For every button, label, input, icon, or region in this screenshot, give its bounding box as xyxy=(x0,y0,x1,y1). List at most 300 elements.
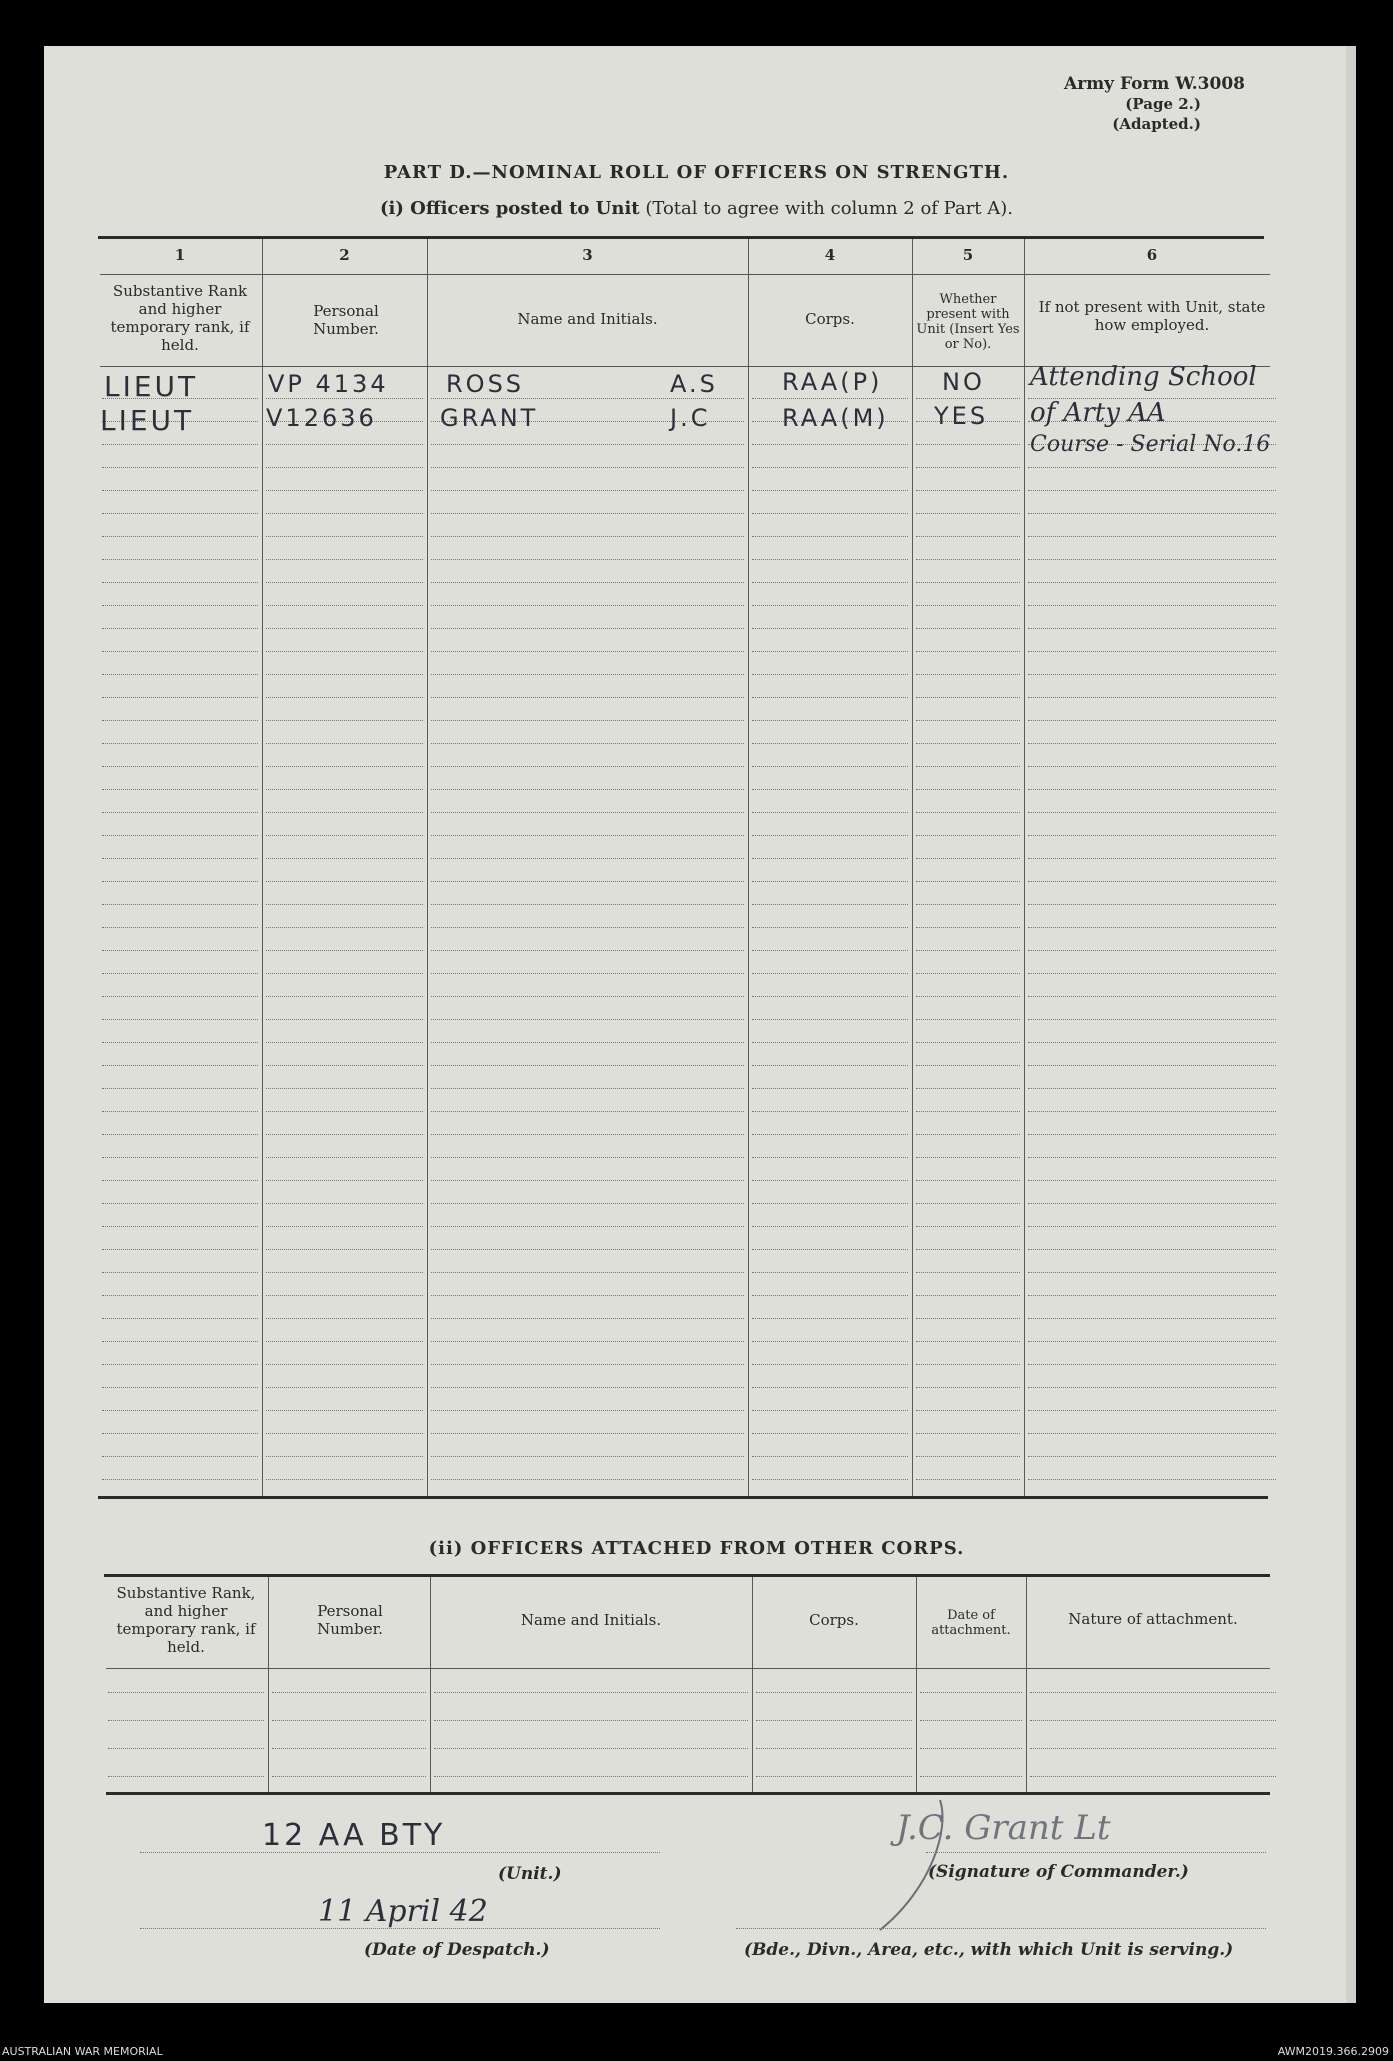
ruled-line xyxy=(916,1134,1020,1135)
ruled-line xyxy=(434,1692,748,1693)
row1-present: NO xyxy=(942,368,985,396)
bde-caption: (Bde., Divn., Area, etc., with which Unit is serving.) xyxy=(744,1940,1234,1960)
ruled-line xyxy=(431,1456,744,1457)
ruled-line xyxy=(431,1318,744,1319)
ruled-line xyxy=(752,674,908,675)
unit-caption: (Unit.) xyxy=(498,1864,562,1884)
ruled-line xyxy=(102,927,258,928)
ruled-line xyxy=(916,1433,1020,1434)
ruled-line xyxy=(102,789,258,790)
t2-col-divider xyxy=(268,1577,269,1792)
ruled-line xyxy=(266,1042,423,1043)
ruled-line xyxy=(272,1748,426,1749)
ruled-line xyxy=(916,697,1020,698)
ruled-line xyxy=(1028,835,1276,836)
col-head-employed: If not present with Unit, state how employed. xyxy=(1038,298,1266,334)
table1-bottom-rule xyxy=(98,1496,1268,1499)
row2-employed: of Arty AA xyxy=(1030,398,1166,428)
ruled-line xyxy=(266,1295,423,1296)
ruled-line xyxy=(266,1272,423,1273)
ruled-line xyxy=(752,1479,908,1480)
ruled-line xyxy=(266,1387,423,1388)
ruled-line xyxy=(102,812,258,813)
ruled-line xyxy=(1028,697,1276,698)
unit-value: 12 AA BTY xyxy=(262,1818,446,1853)
ruled-line xyxy=(1030,1720,1276,1721)
ruled-line xyxy=(916,973,1020,974)
ruled-line xyxy=(266,582,423,583)
ruled-line xyxy=(102,490,258,491)
table2-top-rule xyxy=(104,1574,1270,1577)
ruled-line xyxy=(102,1456,258,1457)
ruled-line xyxy=(102,605,258,606)
ruled-line xyxy=(272,1720,426,1721)
ruled-line xyxy=(431,582,744,583)
ruled-line xyxy=(431,1157,744,1158)
ruled-line xyxy=(431,605,744,606)
row1-initials: A.S xyxy=(670,370,718,398)
ruled-line xyxy=(431,1019,744,1020)
ruled-line xyxy=(1028,1111,1276,1112)
ruled-line xyxy=(1030,1692,1276,1693)
ruled-line xyxy=(752,1410,908,1411)
ruled-line xyxy=(1028,467,1276,468)
ruled-line xyxy=(431,996,744,997)
ruled-line xyxy=(102,444,258,445)
ruled-line xyxy=(916,1341,1020,1342)
t1-col-divider xyxy=(748,239,749,1496)
ruled-line xyxy=(752,1111,908,1112)
ruled-line xyxy=(752,1433,908,1434)
ruled-line xyxy=(916,444,1020,445)
ruled-line xyxy=(102,1479,258,1480)
ruled-line xyxy=(756,1720,912,1721)
ruled-line xyxy=(266,1088,423,1089)
ruled-line xyxy=(1028,1249,1276,1250)
ruled-line xyxy=(916,467,1020,468)
ruled-line xyxy=(102,1249,258,1250)
ruled-line xyxy=(102,1410,258,1411)
ruled-line xyxy=(756,1776,912,1777)
ruled-line xyxy=(431,697,744,698)
row2-name: GRANT xyxy=(440,404,539,432)
page-edge xyxy=(1346,46,1356,2003)
ruled-line xyxy=(916,881,1020,882)
ruled-line xyxy=(431,950,744,951)
ruled-line xyxy=(920,1748,1022,1749)
ruled-line xyxy=(431,1249,744,1250)
ruled-line xyxy=(431,766,744,767)
ruled-line xyxy=(916,1180,1020,1181)
ruled-line xyxy=(266,1479,423,1480)
ruled-line xyxy=(266,1157,423,1158)
ruled-line xyxy=(272,1692,426,1693)
ruled-line xyxy=(916,1364,1020,1365)
ruled-line xyxy=(1028,1019,1276,1020)
ruled-line xyxy=(916,1456,1020,1457)
ruled-line xyxy=(1028,1295,1276,1296)
ruled-line xyxy=(431,835,744,836)
row3-employed: Course - Serial No.16 xyxy=(1030,432,1271,457)
ruled-line xyxy=(266,398,423,399)
part-d-title: PART D.—NOMINAL ROLL OF OFFICERS ON STRENGTH. xyxy=(383,162,1010,183)
ruled-line xyxy=(752,1134,908,1135)
ruled-line xyxy=(102,1295,258,1296)
ruled-line xyxy=(266,1433,423,1434)
t1-col-divider xyxy=(1024,239,1025,1496)
ruled-line xyxy=(431,1341,744,1342)
ruled-line xyxy=(266,1180,423,1181)
ruled-line xyxy=(266,1364,423,1365)
ruled-line xyxy=(752,996,908,997)
ruled-line xyxy=(752,950,908,951)
ruled-line xyxy=(266,1226,423,1227)
ruled-line xyxy=(916,766,1020,767)
ruled-line xyxy=(266,467,423,468)
ruled-line xyxy=(752,743,908,744)
row2-number: V12636 xyxy=(266,404,377,432)
t1-col-divider xyxy=(427,239,428,1496)
row2-rank: LIEUT xyxy=(100,404,195,437)
row2-initials: J.C xyxy=(670,404,711,432)
ruled-line xyxy=(916,812,1020,813)
ruled-line xyxy=(266,858,423,859)
ruled-line xyxy=(752,1042,908,1043)
date-caption: (Date of Despatch.) xyxy=(364,1940,550,1960)
ruled-line xyxy=(752,467,908,468)
part-ii-title: (ii) OFFICERS ATTACHED FROM OTHER CORPS. xyxy=(428,1538,965,1559)
ruled-line xyxy=(752,858,908,859)
ruled-line xyxy=(752,651,908,652)
ruled-line xyxy=(1028,950,1276,951)
ruled-line xyxy=(752,697,908,698)
t2-col-head-rank: Substantive Rank, and higher temporary rank, if held. xyxy=(116,1584,256,1656)
ruled-line xyxy=(1028,789,1276,790)
ruled-line xyxy=(752,1387,908,1388)
ruled-line xyxy=(266,766,423,767)
ruled-line xyxy=(266,1065,423,1066)
t2-col-divider xyxy=(752,1577,753,1792)
row1-employed: Attending School xyxy=(1030,362,1257,392)
ruled-line xyxy=(102,1111,258,1112)
ruled-line xyxy=(102,1019,258,1020)
ruled-line xyxy=(431,973,744,974)
ruled-line xyxy=(1028,1088,1276,1089)
ruled-line xyxy=(1028,1410,1276,1411)
t2-col-head-nature: Nature of attachment. xyxy=(1068,1610,1238,1628)
ruled-line xyxy=(1028,1318,1276,1319)
ruled-line xyxy=(916,1226,1020,1227)
ruled-line xyxy=(108,1748,264,1749)
ruled-line xyxy=(1028,1433,1276,1434)
ruled-line xyxy=(916,927,1020,928)
ruled-line xyxy=(102,697,258,698)
ruled-line xyxy=(752,1088,908,1089)
ruled-line xyxy=(431,444,744,445)
ruled-line xyxy=(266,743,423,744)
ruled-line xyxy=(1028,1479,1276,1480)
ruled-line xyxy=(756,1748,912,1749)
ruled-line xyxy=(431,1295,744,1296)
ruled-line xyxy=(434,1720,748,1721)
ruled-line xyxy=(916,950,1020,951)
ruled-line xyxy=(266,536,423,537)
ruled-line xyxy=(266,904,423,905)
ruled-line xyxy=(1028,1203,1276,1204)
row1-corps: RAA(P) xyxy=(782,368,883,396)
ruled-line xyxy=(1028,1387,1276,1388)
ruled-line xyxy=(102,1364,258,1365)
ruled-line xyxy=(266,1203,423,1204)
ruled-line xyxy=(102,1272,258,1273)
ruled-line xyxy=(266,605,423,606)
ruled-line xyxy=(1028,812,1276,813)
ruled-line xyxy=(266,674,423,675)
ruled-line xyxy=(916,1295,1020,1296)
ruled-line xyxy=(916,1111,1020,1112)
ruled-line xyxy=(1028,1272,1276,1273)
ruled-line xyxy=(752,559,908,560)
ruled-line xyxy=(102,835,258,836)
ruled-line xyxy=(1028,973,1276,974)
ruled-line xyxy=(916,398,1020,399)
ruled-line xyxy=(266,835,423,836)
ruled-line xyxy=(752,881,908,882)
ruled-line xyxy=(108,1692,264,1693)
ruled-line xyxy=(1028,674,1276,675)
ruled-line xyxy=(431,1180,744,1181)
table1-top-rule xyxy=(98,236,1264,239)
ruled-line xyxy=(266,950,423,951)
ruled-line xyxy=(431,1042,744,1043)
ruled-line xyxy=(1028,881,1276,882)
ruled-line xyxy=(916,1042,1020,1043)
ruled-line xyxy=(102,881,258,882)
ruled-line xyxy=(431,1387,744,1388)
ruled-line xyxy=(431,1134,744,1135)
ruled-line xyxy=(752,1456,908,1457)
ruled-line xyxy=(266,1341,423,1342)
t2-col-divider xyxy=(430,1577,431,1792)
ruled-line xyxy=(434,1748,748,1749)
ruled-line xyxy=(916,1318,1020,1319)
ruled-line xyxy=(920,1776,1022,1777)
ruled-line xyxy=(266,490,423,491)
ruled-line xyxy=(752,1318,908,1319)
ruled-line xyxy=(102,720,258,721)
ruled-line xyxy=(916,720,1020,721)
ruled-line xyxy=(916,789,1020,790)
ruled-line xyxy=(431,1088,744,1089)
ruled-line xyxy=(752,536,908,537)
ruled-line xyxy=(752,1364,908,1365)
date-line xyxy=(140,1928,660,1929)
ruled-line xyxy=(102,582,258,583)
ruled-line xyxy=(102,1226,258,1227)
ruled-line xyxy=(1028,1157,1276,1158)
ruled-line xyxy=(752,904,908,905)
t2-col-head-name: Name and Initials. xyxy=(520,1611,662,1629)
ruled-line xyxy=(272,1776,426,1777)
ruled-line xyxy=(752,1295,908,1296)
ruled-line xyxy=(102,513,258,514)
ruled-line xyxy=(431,1111,744,1112)
ruled-line xyxy=(434,1776,748,1777)
ruled-line xyxy=(102,674,258,675)
ruled-line xyxy=(1028,996,1276,997)
ruled-line xyxy=(431,1272,744,1273)
ruled-line xyxy=(102,1318,258,1319)
ruled-line xyxy=(431,858,744,859)
ruled-line xyxy=(266,444,423,445)
ruled-line xyxy=(1028,582,1276,583)
ruled-line xyxy=(916,1479,1020,1480)
ruled-line xyxy=(108,1720,264,1721)
ruled-line xyxy=(1028,927,1276,928)
ruled-line xyxy=(431,1203,744,1204)
ruled-line xyxy=(102,950,258,951)
ruled-line xyxy=(431,559,744,560)
ruled-line xyxy=(920,1720,1022,1721)
ruled-line xyxy=(266,927,423,928)
ruled-line xyxy=(1028,743,1276,744)
ruled-line xyxy=(916,1157,1020,1158)
col-num-6: 6 xyxy=(1146,246,1158,264)
ruled-line xyxy=(102,1387,258,1388)
ruled-line xyxy=(752,812,908,813)
ruled-line xyxy=(431,490,744,491)
t2-col-head-number: Personal Number. xyxy=(317,1602,383,1638)
ruled-line xyxy=(916,858,1020,859)
col-num-5: 5 xyxy=(962,246,974,264)
ruled-line xyxy=(1028,605,1276,606)
ruled-line xyxy=(102,904,258,905)
ruled-line xyxy=(1028,1180,1276,1181)
signature-line xyxy=(926,1852,1266,1853)
ruled-line xyxy=(102,628,258,629)
ruled-line xyxy=(431,674,744,675)
ruled-line xyxy=(1028,720,1276,721)
ruled-line xyxy=(431,1065,744,1066)
ruled-line xyxy=(102,1180,258,1181)
ruled-line xyxy=(752,398,908,399)
t2-col-head-date: Date of attachment. xyxy=(931,1608,1011,1638)
ruled-line xyxy=(266,881,423,882)
part-d-subtitle: (i) Officers posted to Unit (Total to agree with column 2 of Part A). xyxy=(380,198,1013,219)
ruled-line xyxy=(266,1111,423,1112)
ruled-line xyxy=(916,1387,1020,1388)
ruled-line xyxy=(916,1019,1020,1020)
ruled-line xyxy=(916,835,1020,836)
row1-rank: LIEUT xyxy=(104,370,199,403)
form-adapted: (Adapted.) xyxy=(1112,115,1201,133)
ruled-line xyxy=(916,559,1020,560)
form-page-ref: (Page 2.) xyxy=(1125,95,1201,113)
ruled-line xyxy=(916,582,1020,583)
ruled-line xyxy=(266,628,423,629)
ruled-line xyxy=(266,1134,423,1135)
ruled-line xyxy=(752,1341,908,1342)
ruled-line xyxy=(920,1692,1022,1693)
ruled-line xyxy=(431,1226,744,1227)
ruled-line xyxy=(102,559,258,560)
ruled-line xyxy=(752,1019,908,1020)
ruled-line xyxy=(102,1042,258,1043)
ruled-line xyxy=(1028,1065,1276,1066)
ruled-line xyxy=(102,1341,258,1342)
ruled-line xyxy=(431,743,744,744)
ruled-line xyxy=(102,467,258,468)
ruled-line xyxy=(752,1065,908,1066)
ruled-line xyxy=(102,1203,258,1204)
ruled-line xyxy=(431,881,744,882)
ruled-line xyxy=(916,628,1020,629)
ruled-line xyxy=(1028,1341,1276,1342)
ruled-line xyxy=(102,858,258,859)
ruled-line xyxy=(916,1249,1020,1250)
ruled-line xyxy=(431,1410,744,1411)
ruled-line xyxy=(752,1203,908,1204)
ruled-line xyxy=(266,720,423,721)
ruled-line xyxy=(431,1433,744,1434)
form-id xyxy=(1064,74,1245,134)
col-head-rank: Substantive Rank and higher temporary rank, if held. xyxy=(110,282,250,354)
ruled-line xyxy=(431,904,744,905)
t2-col-head-corps: Corps. xyxy=(809,1611,859,1629)
ruled-line xyxy=(752,1272,908,1273)
ruled-line xyxy=(266,697,423,698)
ruled-line xyxy=(752,835,908,836)
ruled-line xyxy=(916,513,1020,514)
ruled-line xyxy=(752,605,908,606)
bde-line xyxy=(736,1928,1266,1929)
col-head-name: Name and Initials. xyxy=(517,310,658,328)
col-num-4: 4 xyxy=(824,246,836,264)
ruled-line xyxy=(266,1410,423,1411)
ruled-line xyxy=(916,651,1020,652)
ruled-line xyxy=(431,720,744,721)
ruled-line xyxy=(1028,536,1276,537)
t2-col-divider xyxy=(916,1577,917,1792)
ruled-line xyxy=(916,1203,1020,1204)
ruled-line xyxy=(102,651,258,652)
ruled-line xyxy=(102,1134,258,1135)
ruled-line xyxy=(1028,628,1276,629)
date-value: 11 April 42 xyxy=(318,1894,488,1929)
signature: J.C. Grant Lt xyxy=(896,1808,1111,1848)
ruled-line xyxy=(752,444,908,445)
ruled-line xyxy=(102,1065,258,1066)
archive-id: AWM2019.366.2909 xyxy=(1277,2045,1389,2058)
ruled-line xyxy=(431,513,744,514)
ruled-line xyxy=(266,559,423,560)
ruled-line xyxy=(916,1272,1020,1273)
ruled-line xyxy=(752,513,908,514)
ruled-line xyxy=(1028,858,1276,859)
ruled-line xyxy=(108,1776,264,1777)
ruled-line xyxy=(1028,490,1276,491)
ruled-line xyxy=(1028,1042,1276,1043)
ruled-line xyxy=(102,536,258,537)
ruled-line xyxy=(102,1433,258,1434)
ruled-line xyxy=(1028,559,1276,560)
ruled-line xyxy=(102,1088,258,1089)
ruled-line xyxy=(431,536,744,537)
ruled-line xyxy=(266,1019,423,1020)
ruled-line xyxy=(266,1318,423,1319)
ruled-line xyxy=(431,1364,744,1365)
ruled-line xyxy=(916,1410,1020,1411)
